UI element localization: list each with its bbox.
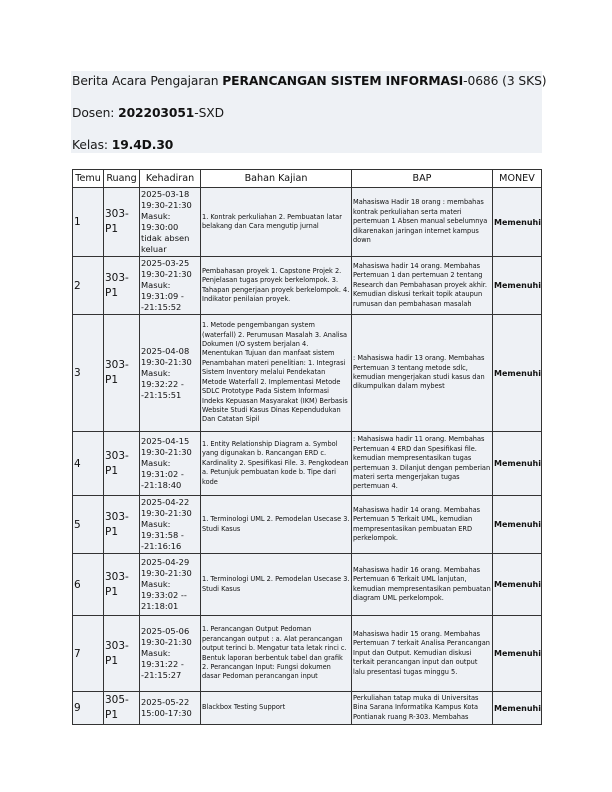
cell-temu: 7 (73, 616, 104, 692)
lecturer-suffix: -SXD (194, 106, 224, 120)
col-header-temu: Temu (73, 170, 104, 188)
cell-kehadiran: 2025-04-08 19:30-21:30 Masuk: 19:32:22 --21:15:51 (140, 315, 201, 432)
cell-ruang: 303-P1 (104, 616, 140, 692)
table-row (73, 692, 542, 725)
cell-bap: Mahasiswa hadir 14 orang. Membahas Pertemuan 1 dan pertemuan 2 tentang Research dan Pembahasan proyek akhir. Kemudian diskusi terkait topik ataupun rumusan dan pembahasan masalah (352, 257, 493, 315)
cell-bap: Mahasiswa hadir 16 orang. Membahas Pertemuan 6 Terkait UML lanjutan, kemudian mempresentasikan pembuatan diagram UML perkelompok. (352, 554, 493, 616)
table-row (73, 554, 542, 616)
col-header-bap: BAP (352, 170, 493, 188)
cell-monev: Memenuhi (493, 188, 542, 257)
table-row (73, 315, 542, 432)
cell-bap: Mahasiswa Hadir 18 orang : membahas kontrak perkuliahan serta materi pertemuan 1 Absen manual sebelumnya dikarenakan jaringan internet kampus down (352, 188, 493, 257)
cell-ruang: 303-P1 (104, 554, 140, 616)
class-value: 19.4D.30 (111, 138, 174, 152)
cell-bap: Mahasiswa hadir 14 orang. Membahas Pertemuan 5 Terkait UML, kemudian mempresentasikan pembuatan ERD perkelompok. (352, 496, 493, 554)
cell-monev: Memenuhi (493, 432, 542, 496)
cell-kehadiran: 2025-03-25 19:30-21:30 Masuk: 19:31:09 --21:15:52 (140, 257, 201, 315)
lecturer-label: Dosen: (72, 106, 119, 120)
cell-ruang: 305-P1 (104, 692, 140, 725)
cell-temu: 6 (73, 554, 104, 616)
cell-temu: 2 (73, 257, 104, 315)
cell-kehadiran: 2025-05-22 15:00-17:30 (140, 692, 201, 725)
cell-monev: Memenuhi (493, 692, 542, 725)
cell-bap: Perkuliahan tatap muka di Universitas Bina Sarana Informatika Kampus Kota Pontianak ruang R-303. Membahas (352, 692, 493, 725)
cell-ruang: 303-P1 (104, 315, 140, 432)
lecturer-id: 202203051 (118, 106, 195, 120)
course-code: -0686 (3 SKS) (463, 74, 547, 88)
cell-temu: 1 (73, 188, 104, 257)
class-line (72, 138, 173, 152)
cell-bap: : Mahasiswa hadir 13 orang. Membahas Pertemuan 3 tentang metode sdlc, kemudian mengerjakan studi kasus dan dikumpulkan dalam mybest (352, 315, 493, 432)
cell-bahan-kajian: 1. Perancangan Output Pedoman perancangan output : a. Alat perancangan output terinci b. Mengatur tata letak rinci c. Bentuk laporan berbentuk tabel dan grafik 2. Perancangan Input: Fungsi dokumen dasar Pedoman perancangan input (201, 616, 352, 692)
table-row (73, 496, 542, 554)
cell-ruang: 303-P1 (104, 257, 140, 315)
cell-temu: 4 (73, 432, 104, 496)
table-row (73, 257, 542, 315)
cell-bap: : Mahasiswa hadir 11 orang. Membahas Pertemuan 4 ERD dan Spesifikasi file. kemudian mempresentasikan tugas pertemuan 3. Dilanjut dengan pemberian materi serta mengerjakan tugas pertemuan 4. (352, 432, 493, 496)
teaching-log-table (72, 169, 542, 725)
table-row (73, 616, 542, 692)
cell-ruang: 303-P1 (104, 188, 140, 257)
cell-bahan-kajian: 1. Kontrak perkuliahan 2. Pembuatan latar belakang dan Cara mengutip jurnal (201, 188, 352, 257)
cell-ruang: 303-P1 (104, 496, 140, 554)
title-prefix: Berita Acara Pengajaran (72, 74, 223, 88)
lecturer-line (72, 106, 224, 120)
col-header-bahan-kajian: Bahan Kajian (201, 170, 352, 188)
cell-monev: Memenuhi (493, 315, 542, 432)
cell-bahan-kajian: Pembahasan proyek 1. Capstone Projek 2. Penjelasan tugas proyek berkelompok. 3. Tahapan pengerjaan proyek berkelompok. 4. Indikator penilaian proyek. (201, 257, 352, 315)
cell-temu: 5 (73, 496, 104, 554)
cell-kehadiran: 2025-04-22 19:30-21:30 Masuk: 19:31:58 --21:16:16 (140, 496, 201, 554)
class-label: Kelas: (72, 138, 112, 152)
col-header-kehadiran: Kehadiran (140, 170, 201, 188)
cell-monev: Memenuhi (493, 554, 542, 616)
cell-monev: Memenuhi (493, 616, 542, 692)
cell-bahan-kajian: 1. Metode pengembangan system (waterfall) 2. Perumusan Masalah 3. Analisa Dokumen I/O system berjalan 4. Menentukan Tujuan dan manfaat sistem Penambahan materi penelitian: 1. Integrasi Sistem Inventory melalui Pendekatan Metode Waterfall 2. Implementasi Metode SDLC Prototype Pada Sistem Informasi Indeks Kepuasan Masyarakat (IKM) Berbasis Website Studi Kasus Dinas Kependudukan Dan Catatan Sipil (201, 315, 352, 432)
cell-bahan-kajian: 1. Terminologi UML 2. Pemodelan Usecase 3. Studi Kasus (201, 496, 352, 554)
table-row (73, 188, 542, 257)
cell-temu: 3 (73, 315, 104, 432)
table-row (73, 432, 542, 496)
course-name: PERANCANGAN SISTEM INFORMASI (222, 74, 464, 88)
cell-kehadiran: 2025-04-15 19:30-21:30 Masuk: 19:31:02 --21:18:40 (140, 432, 201, 496)
col-header-monev: MONEV (493, 170, 542, 188)
col-header-ruang: Ruang (104, 170, 140, 188)
cell-bahan-kajian: 1. Entity Relationship Diagram a. Symbol yang digunakan b. Rancangan ERD c. Kardinality 2. Spesifikasi File. 3. Pengkodean a. Petunjuk pembuatan kode b. Tipe dari kode (201, 432, 352, 496)
cell-kehadiran: 2025-04-29 19:30-21:30 Masuk: 19:33:02 -- 21:18:01 (140, 554, 201, 616)
cell-bahan-kajian: 1. Terminologi UML 2. Pemodelan Usecase 3. Studi Kasus (201, 554, 352, 616)
table-header-row (73, 170, 542, 188)
cell-monev: Memenuhi (493, 496, 542, 554)
cell-bahan-kajian: Blackbox Testing Support (201, 692, 352, 725)
cell-kehadiran: 2025-03-18 19:30-21:30 Masuk: 19:30:00 tidak absen keluar (140, 188, 201, 257)
page-title (72, 74, 546, 88)
cell-bap: Mahasiswa hadir 15 orang. Membahas Pertemuan 7 terkait Analisa Perancangan Input dan Output. Kemudian diskusi terkait perancangan input dan output lalu presentasi tugas minggu 5. (352, 616, 493, 692)
cell-temu: 9 (73, 692, 104, 725)
cell-monev: Memenuhi (493, 257, 542, 315)
cell-kehadiran: 2025-05-06 19:30-21:30 Masuk: 19:31:22 --21:15:27 (140, 616, 201, 692)
cell-ruang: 303-P1 (104, 432, 140, 496)
